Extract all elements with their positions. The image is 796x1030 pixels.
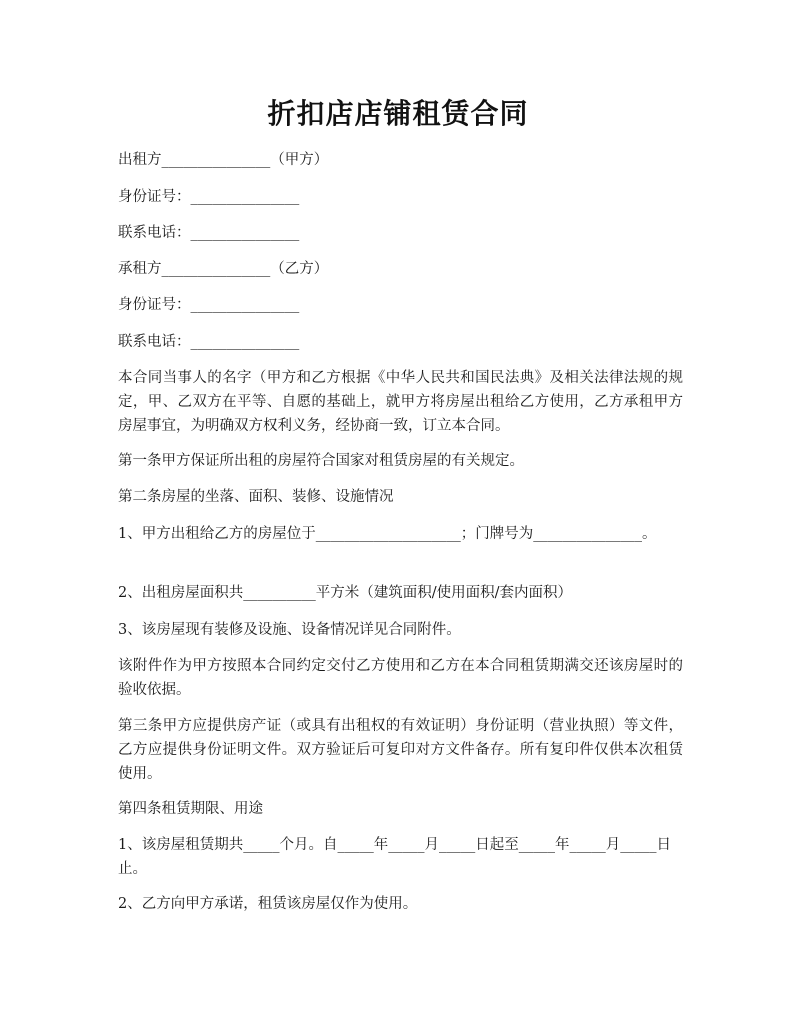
lessor-id-line: 身份证号：_______________ — [118, 189, 300, 205]
article-1: 第一条甲方保证所出租的房屋符合国家对租赁房屋的有关规定。 — [118, 453, 524, 469]
article-3: 第三条甲方应提供房产证（或具有出租权的有效证明）身份证明（营业执照）等文件，乙方应提供身份证明文件。双方验证后可复印对方文件备存。所有复印件仅供本次租赁使用。 — [118, 718, 683, 782]
lessee-phone-line: 联系电话：_______________ — [118, 334, 300, 350]
lessee-id-line: 身份证号：_______________ — [118, 297, 300, 313]
lessor-phone-line: 联系电话：_______________ — [118, 225, 300, 241]
lessor-line: 出租方_______________（甲方） — [118, 152, 329, 168]
preamble-paragraph: 本合同当事人的名字（甲方和乙方根据《中华人民共和国民法典》及相关法律法规的规定，甲、乙双方在平等、自愿的基础上，就甲方将房屋出租给乙方使用，乙方承租甲方房屋事宜，为明确双方权利义务，经协商一致，订立本合同。 — [118, 370, 683, 434]
article-4-item-1: 1、该房屋租赁期共_____个月。自_____年_____月_____日起至_____年_____月_____日止。 — [118, 837, 671, 877]
article-2-item-1: 1、甲方出租给乙方的房屋位于____________________；门牌号为_______________。 — [118, 526, 657, 542]
attachment-note: 该附件作为甲方按照本合同约定交付乙方使用和乙方在本合同租赁期满交还该房屋时的验收依据。 — [118, 658, 683, 698]
article-2-item-3: 3、该房屋现有装修及设施、设备情况详见合同附件。 — [118, 622, 461, 638]
lessee-line: 承租方_______________（乙方） — [118, 261, 329, 277]
article-2-heading: 第二条房屋的坐落、面积、装修、设施情况 — [118, 489, 394, 505]
document-title: 折扣店店铺租赁合同 — [267, 97, 529, 130]
article-4-heading: 第四条租赁期限、用途 — [118, 801, 263, 817]
article-4-item-2: 2、乙方向甲方承诺，租赁该房屋仅作为使用。 — [118, 896, 418, 912]
article-2-item-2: 2、出租房屋面积共__________平方米（建筑面积/使用面积/套内面积） — [118, 585, 572, 601]
